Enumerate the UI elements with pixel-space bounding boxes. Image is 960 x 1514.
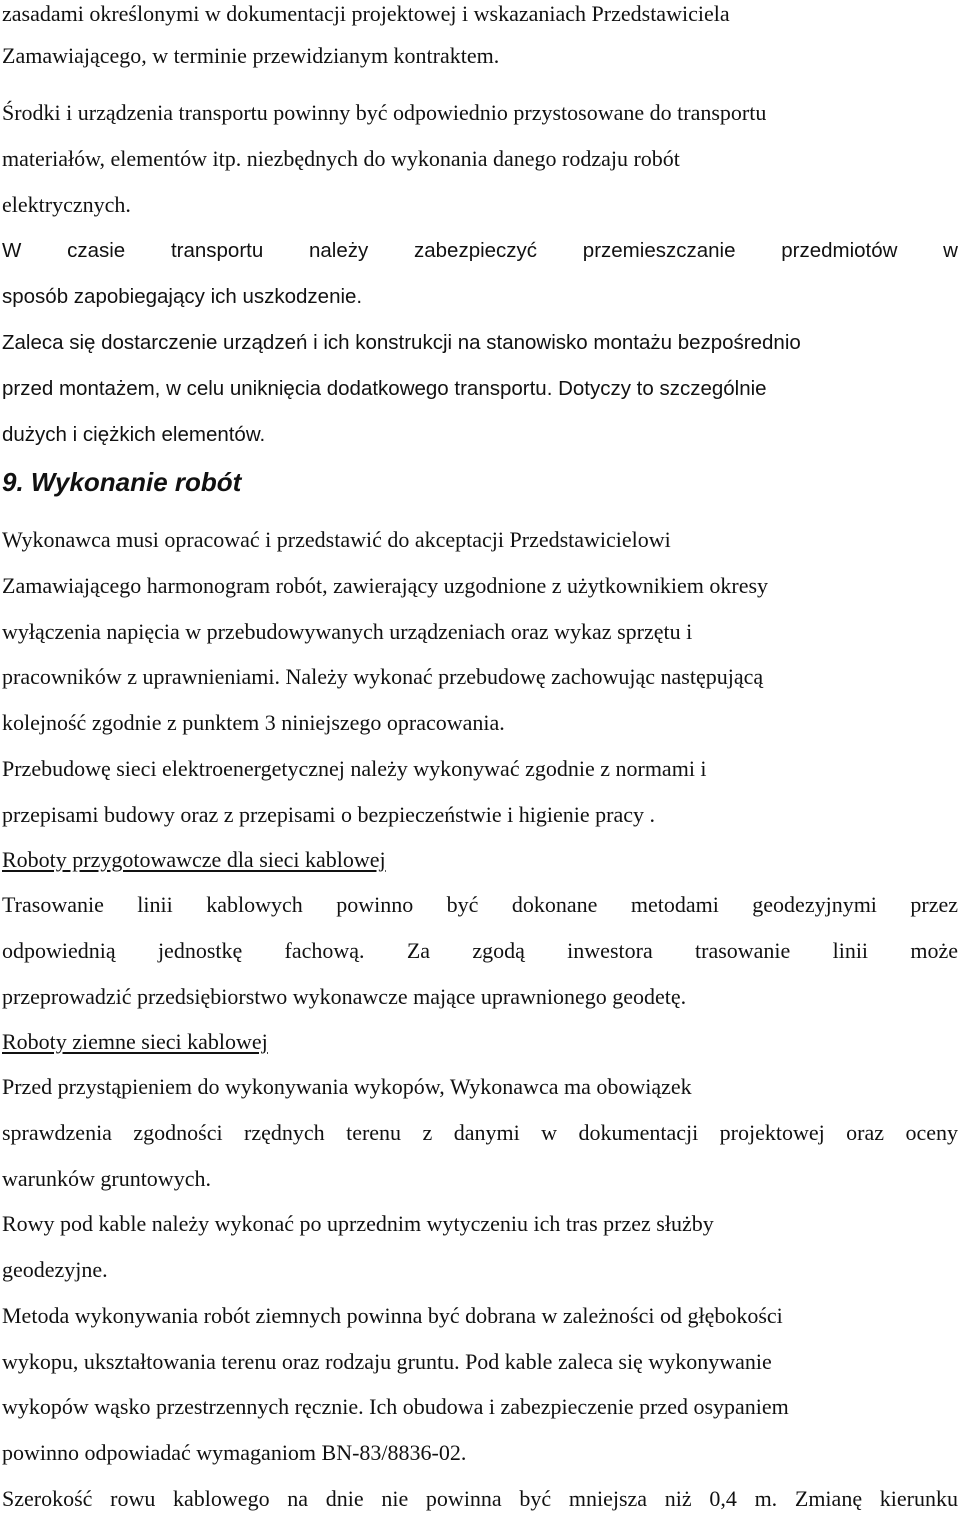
text-line: dużych i ciężkich elementów. [2, 423, 266, 446]
text-line: odpowiednią jednostkę fachową. Za zgodą inwestora trasowanie linii może [2, 938, 958, 963]
section-heading: 9. Wykonanie robót [2, 467, 242, 497]
text-line: sprawdzenia zgodności rzędnych terenu z danymi w dokumentacji projektowej oraz oceny [2, 1120, 958, 1145]
text-line: Środki i urządzenia transportu powinny być odpowiednio przystosowane do transportu [2, 100, 767, 125]
text-line: Zamawiającego harmonogram robót, zawierający uzgodnione z użytkownikiem okresy [2, 573, 769, 598]
text-line: przeprowadzić przedsiębiorstwo wykonawcze mające uprawnionego geodetę. [2, 984, 687, 1009]
text-line: warunków gruntowych. [2, 1166, 211, 1191]
text-line: Metoda wykonywania robót ziemnych powinna być dobrana w zależności od głębokości [2, 1303, 783, 1328]
text-line: Przed przystąpieniem do wykonywania wykopów, Wykonawca ma obowiązek [2, 1074, 692, 1099]
text-line: elektrycznych. [2, 192, 131, 217]
text-line: przed montażem, w celu uniknięcia dodatkowego transportu. Dotyczy to szczególnie [2, 377, 767, 400]
text-line: Zaleca się dostarczenie urządzeń i ich konstrukcji na stanowisko montażu bezpośrednio [2, 331, 801, 354]
text-line: kolejność zgodnie z punktem 3 niniejszego opracowania. [2, 710, 505, 735]
text-line: wyłączenia napięcia w przebudowywanych urządzeniach oraz wykaz sprzętu i [2, 619, 693, 644]
text-line: Przebudowę sieci elektroenergetycznej należy wykonywać zgodnie z normami i [2, 756, 707, 781]
text-line: W czasie transportu należy zabezpieczyć przemieszczanie przedmiotów w [2, 239, 958, 262]
text-line: Zamawiającego, w terminie przewidzianym kontraktem. [2, 43, 500, 68]
text-line: wykopów wąsko przestrzennych ręcznie. Ich obudowa i zabezpieczenie przed osypaniem [2, 1394, 789, 1419]
subsection-heading: Roboty przygotowawcze dla sieci kablowej [2, 847, 386, 872]
text-line: sposób zapobiegający ich uszkodzenie. [2, 285, 363, 308]
text-line: Rowy pod kable należy wykonać po uprzednim wytyczeniu ich tras przez służby [2, 1211, 714, 1236]
text-line: geodezyjne. [2, 1257, 108, 1282]
text-line: Wykonawca musi opracować i przedstawić do akceptacji Przedstawicielowi [2, 527, 671, 552]
text-line: pracowników z uprawnieniami. Należy wykonać przebudowę zachowując następującą [2, 664, 764, 689]
text-line: wykopu, ukształtowania terenu oraz rodzaju gruntu. Pod kable zaleca się wykonywanie [2, 1349, 772, 1374]
subsection-heading: Roboty ziemne sieci kablowej [2, 1029, 268, 1054]
text-line: materiałów, elementów itp. niezbędnych do wykonania danego rodzaju robót [2, 146, 680, 171]
text-line: powinno odpowiadać wymaganiom BN-83/8836-02. [2, 1440, 467, 1465]
text-line: przepisami budowy oraz z przepisami o bezpieczeństwie i higienie pracy . [2, 802, 656, 827]
text-line: Szerokość rowu kablowego na dnie nie powinna być mniejsza niż 0,4 m. Zmianę kierunku [2, 1486, 958, 1511]
text-line: Trasowanie linii kablowych powinno być dokonane metodami geodezyjnymi przez [2, 892, 958, 917]
text-line: zasadami określonymi w dokumentacji projektowej i wskazaniach Przedstawiciela [2, 1, 730, 26]
